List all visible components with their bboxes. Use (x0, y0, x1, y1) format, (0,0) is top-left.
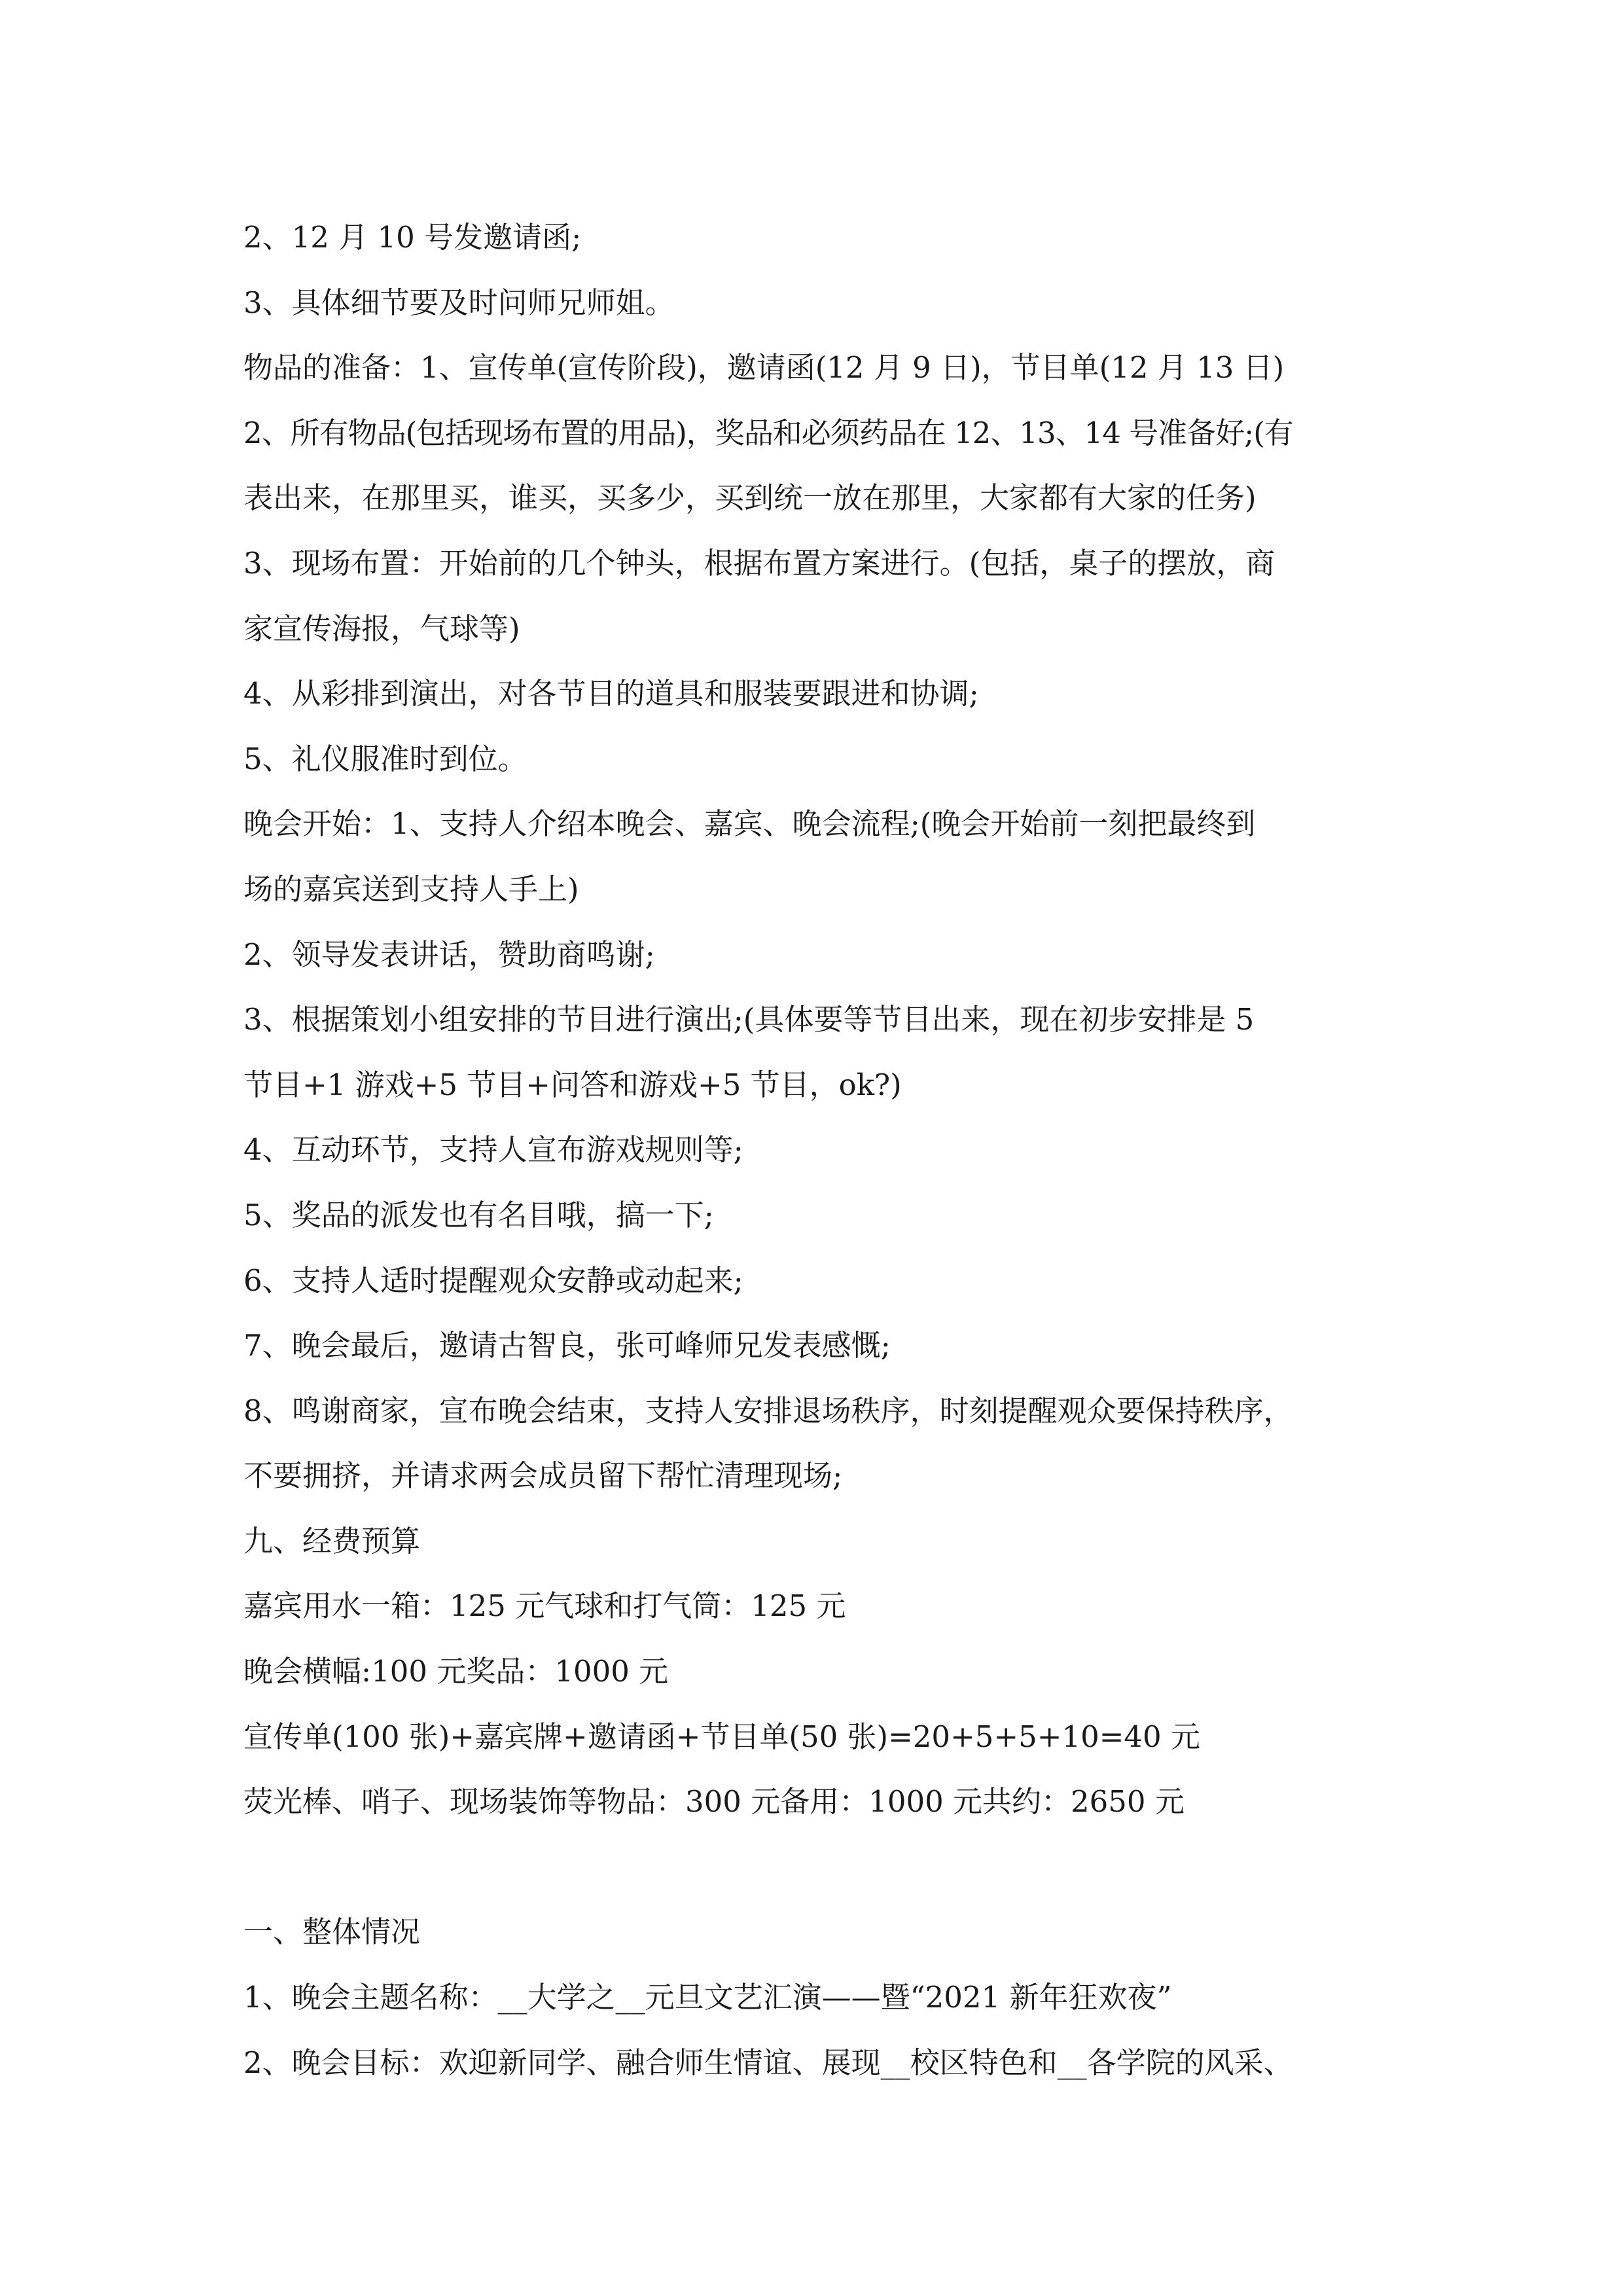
text-line: 3、具体细节要及时问师兄师姐。 (243, 285, 675, 320)
text-line: 3、现场布置：开始前的几个钟头，根据布置方案进行。(包括，桌子的摆放，商 (243, 545, 1275, 581)
text-line: 荧光棒、哨子、现场装饰等物品：300 元备用：1000 元共约：2650 元 (243, 1784, 1185, 1820)
section-heading: 九、经费预算 (243, 1523, 421, 1558)
text-line: 晚会横幅:100 元奖品：1000 元 (243, 1654, 669, 1689)
text-line: 5、奖品的派发也有名目哦，搞一下; (243, 1197, 714, 1232)
text-line: 1、晚会主题名称：__大学之__元旦文艺汇演——暨“2021 新年狂欢夜” (243, 1980, 1172, 2015)
text-line: 物品的准备：1、宣传单(宣传阶段)，邀请函(12 月 9 日)，节目单(12 月 13 日) (243, 350, 1285, 386)
text-line: 节目+1 游戏+5 节目+问答和游戏+5 节目，ok?) (243, 1067, 902, 1102)
text-line: 2、12 月 10 号发邀请函; (243, 220, 582, 255)
text-line: 5、礼仪服准时到位。 (243, 741, 527, 776)
section-heading: 一、整体情况 (243, 1914, 421, 1950)
document-body (243, 205, 1382, 2095)
text-line: 4、互动环节，支持人宣布游戏规则等; (243, 1132, 743, 1168)
blank-line (243, 1835, 1382, 1900)
text-line: 宣传单(100 张)+嘉宾牌+邀请函+节目单(50 张)=20+5+5+10=40 元 (243, 1719, 1200, 1754)
text-line: 晚会开始：1、支持人介绍本晚会、嘉宾、晚会流程;(晚会开始前一刻把最终到 (243, 806, 1256, 842)
text-line: 不要拥挤，并请求两会成员留下帮忙清理现场; (243, 1458, 843, 1494)
text-line: 嘉宾用水一箱：125 元气球和打气筒：125 元 (243, 1588, 846, 1624)
text-line: 8、鸣谢商家，宣布晚会结束，支持人安排退场秩序，时刻提醒观众要保持秩序， (243, 1393, 1293, 1428)
text-line: 场的嘉宾送到支持人手上) (243, 871, 579, 906)
text-line: 7、晚会最后，邀请古智良，张可峰师兄发表感慨; (243, 1328, 891, 1363)
text-line: 家宣传海报，气球等) (243, 611, 520, 646)
text-line: 2、所有物品(包括现场布置的用品)，奖品和必须药品在 12、13、14 号准备好;(有 (243, 415, 1293, 450)
text-line: 3、根据策划小组安排的节目进行演出;(具体要等节目出来，现在初步安排是 5 (243, 1002, 1255, 1037)
text-line: 6、支持人适时提醒观众安静或动起来; (243, 1263, 743, 1298)
text-line: 2、领导发表讲话，赞助商鸣谢; (243, 937, 655, 972)
text-line: 表出来，在那里买，谁买，买多少，买到统一放在那里，大家都有大家的任务) (243, 480, 1257, 516)
text-line: 2、晚会目标：欢迎新同学、融合师生情谊、展现__校区特色和__各学院的风采、 (243, 2045, 1293, 2080)
text-line: 4、从彩排到演出，对各节目的道具和服装要跟进和协调; (243, 676, 979, 711)
